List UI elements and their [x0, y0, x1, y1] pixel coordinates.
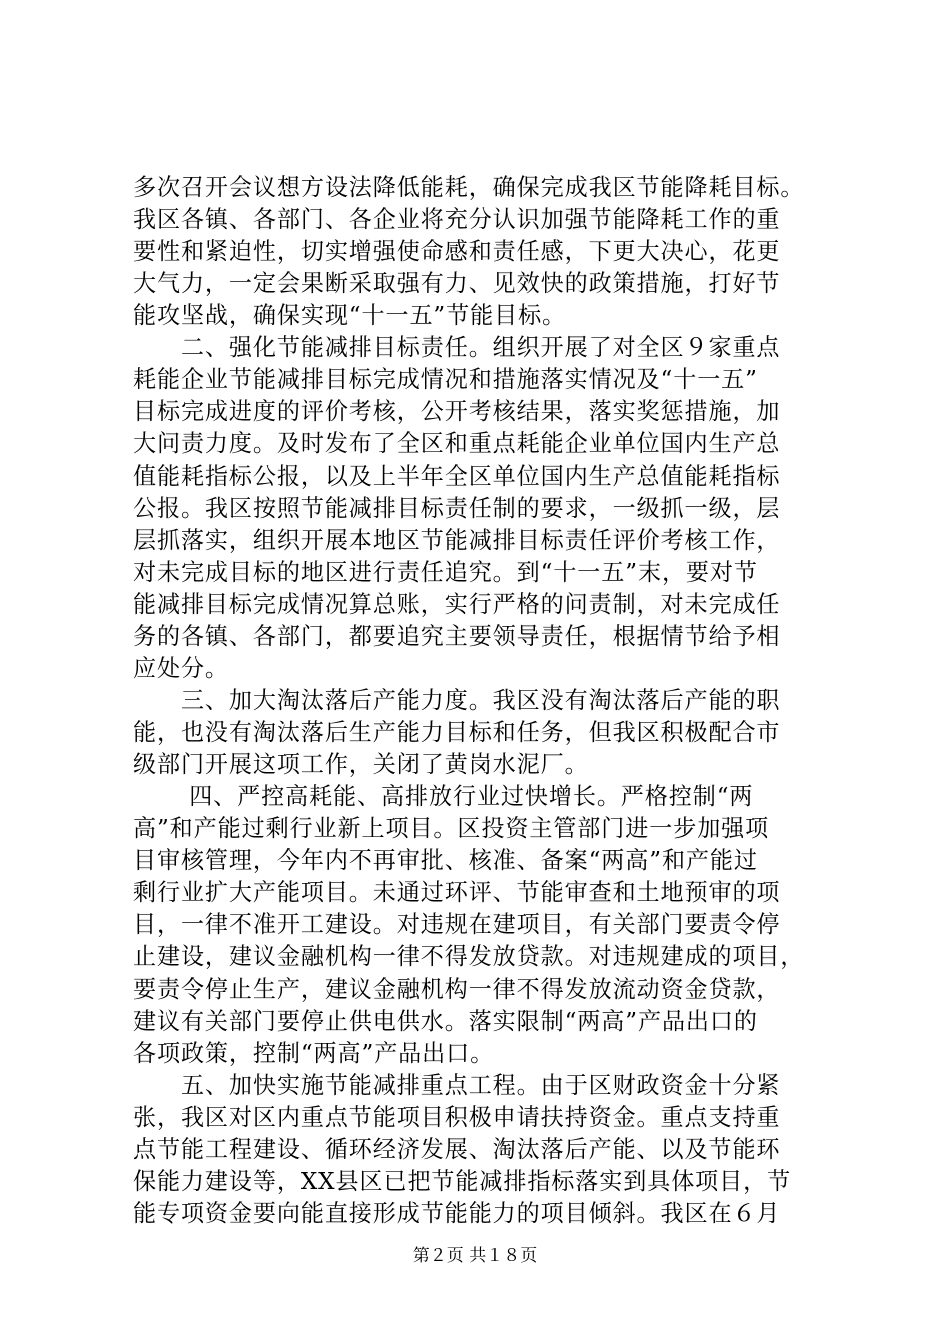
- text-line: 能减排目标完成情况算总账，实行严格的问责制，对未完成任: [133, 591, 781, 618]
- text-line: 二、强化节能减排目标责任。组织开展了对全区９家重点: [133, 335, 781, 362]
- text-line: 值能耗指标公报，以及上半年全区单位国内生产总值能耗指标: [133, 463, 781, 490]
- text-line: 建议有关部门要停止供电供水。落实限制“两高”产品出口的: [133, 1008, 758, 1035]
- text-line: 多次召开会议想方设法降低能耗，确保完成我区节能降耗目标。: [133, 175, 805, 201]
- text-line: 大气力，一定会果断采取强有力、见效快的政策措施，打好节: [133, 271, 781, 298]
- text-line: 大问责力度。及时发布了全区和重点耗能企业单位国内生产总: [133, 431, 781, 458]
- text-line: 各项政策，控制“两高”产品出口。: [133, 1040, 495, 1067]
- text-line: 保能力建设等，XX县区已把节能减排指标落实到具体项目，节: [133, 1168, 792, 1195]
- text-line: 级部门开展这项工作，关闭了黄岗水泥厂。: [133, 752, 589, 779]
- text-line: 剩行业扩大产能项目。未通过环评、节能审查和土地预审的项: [133, 880, 781, 907]
- text-line: 能专项资金要向能直接形成节能能力的项目倾斜。我区在６月: [133, 1200, 781, 1227]
- text-line: 耗能企业节能减排目标完成情况和措施落实情况及“十一五”: [133, 367, 758, 394]
- text-line: 三、加大淘汰落后产能力度。我区没有淘汰落后产能的职: [133, 687, 781, 714]
- text-line: 五、加快实施节能减排重点工程。由于区财政资金十分紧: [133, 1072, 781, 1099]
- text-line: 要责令停止生产，建议金融机构一律不得发放流动资金贷款，: [133, 976, 781, 1003]
- text-line: 层抓落实，组织开展本地区节能减排目标责任评价考核工作，: [133, 527, 781, 554]
- text-line: 目标完成进度的评价考核，公开考核结果，落实奖惩措施，加: [133, 399, 781, 426]
- text-line: 应处分。: [133, 655, 229, 682]
- text-line: 目审核管理，今年内不再审批、核准、备案“两高”和产能过: [133, 848, 758, 875]
- text-line: 务的各镇、各部门，都要追究主要领导责任，根据情节给予相: [133, 623, 781, 650]
- page-footer: 第２页 共１８页: [412, 1246, 538, 1266]
- text-line: 点节能工程建设、循环经济发展、淘汰落后产能、以及节能环: [133, 1136, 781, 1163]
- text-line: 我区各镇、各部门、各企业将充分认识加强节能降耗工作的重: [133, 207, 781, 234]
- text-line: 高”和产能过剩行业新上项目。区投资主管部门进一步加强项: [133, 816, 770, 843]
- text-line: 对未完成目标的地区进行责任追究。到“十一五”末，要对节: [133, 559, 758, 586]
- text-line: 公报。我区按照节能减排目标责任制的要求，一级抓一级，层: [133, 495, 781, 522]
- text-line: 目，一律不准开工建设。对违规在建项目，有关部门要责令停: [133, 912, 781, 939]
- text-line: 能攻坚战，确保实现“十一五”节能目标。: [133, 303, 567, 330]
- text-line: 能，也没有淘汰落后生产能力目标和任务，但我区积极配合市: [133, 720, 781, 747]
- text-line: 止建设，建议金融机构一律不得发放贷款。对违规建成的项目，: [133, 944, 805, 971]
- text-line: 张，我区对区内重点节能项目积极申请扶持资金。重点支持重: [133, 1104, 781, 1131]
- text-line: 要性和紧迫性，切实增强使命感和责任感，下更大决心，花更: [133, 239, 781, 266]
- text-line: 四、严控高耗能、高排放行业过快增长。严格控制“两: [133, 784, 754, 811]
